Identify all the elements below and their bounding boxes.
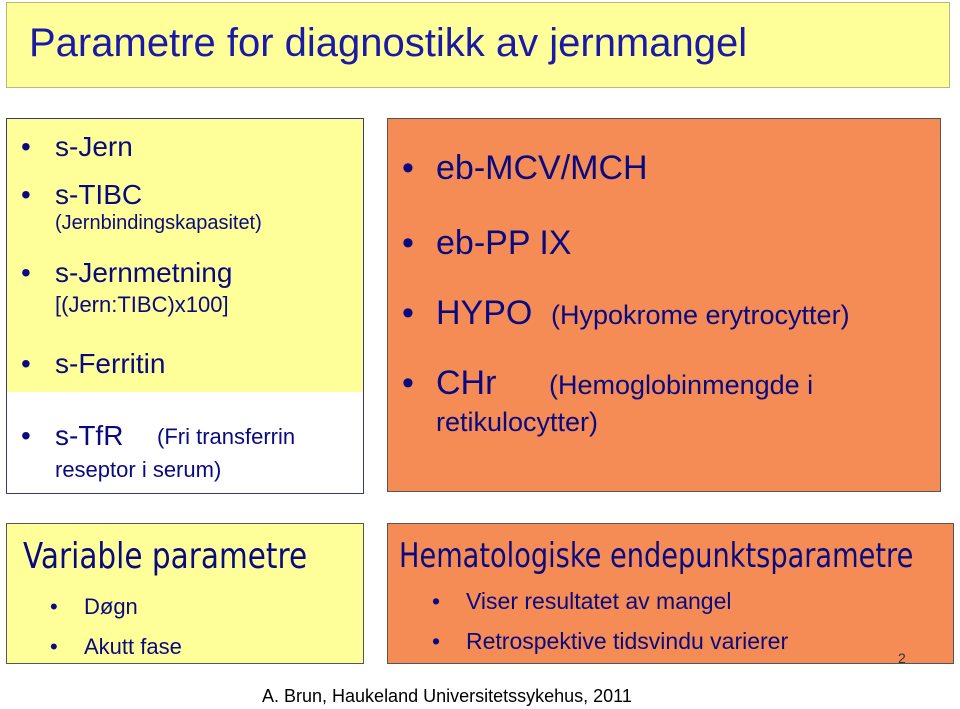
erythrocyte-parameters-box [387, 118, 941, 492]
page-number: 2 [898, 650, 906, 666]
variable-parameters-box [6, 523, 364, 664]
hematologic-endpoints-box [387, 523, 954, 664]
list-item-s-tfr: • s-TfR [55, 420, 123, 452]
list-item-chr-note: (Hemoglobinmengde i [549, 370, 814, 400]
list-item-dogn: • Døgn [84, 594, 138, 620]
hematologic-endpoints-heading: Hematologiske endepunktsparametre [399, 536, 914, 576]
list-item-s-tibc-sub: (Jernbindingskapasitet) [55, 212, 262, 234]
list-item-chr-note2: retikulocytter) [436, 407, 599, 437]
list-item-retrospektive: • Retrospektive tidsvindu varierer [466, 628, 788, 655]
serum-parameters-box [6, 118, 364, 494]
list-item-s-tfr-note: (Fri transferrin [157, 424, 296, 449]
slide-title: Parametre for diagnostikk av jernmangel [29, 21, 748, 65]
list-item-s-jernmetning-sub: [(Jern:TIBC)x100] [55, 292, 229, 317]
list-item-s-tibc: • s-TIBC [55, 179, 142, 211]
list-item-eb-pp-ix: • eb-PP IX [436, 224, 571, 263]
list-item-eb-mcv-mch: • eb-MCV/MCH [436, 149, 648, 188]
list-item-viser-resultatet: • Viser resultatet av mangel [466, 588, 732, 615]
variable-parameters-heading: Variable parametre [23, 536, 308, 577]
list-item-s-jernmetning: • s-Jernmetning [55, 257, 232, 289]
list-item-s-tfr-note2: reseptor i serum) [55, 457, 222, 482]
title-banner [6, 2, 950, 88]
list-item-hypo-note: (Hypokrome erytrocytter) [551, 300, 850, 330]
list-item-s-jern: • s-Jern [55, 131, 133, 163]
list-item-s-ferritin: • s-Ferritin [55, 348, 165, 380]
list-item-hypo: • HYPO [436, 294, 532, 333]
list-item-chr: • CHr [436, 364, 496, 403]
list-item-akutt-fase: • Akutt fase [84, 634, 182, 660]
footer-credit: A. Brun, Haukeland Universitetssykehus, 2011 [262, 686, 632, 706]
